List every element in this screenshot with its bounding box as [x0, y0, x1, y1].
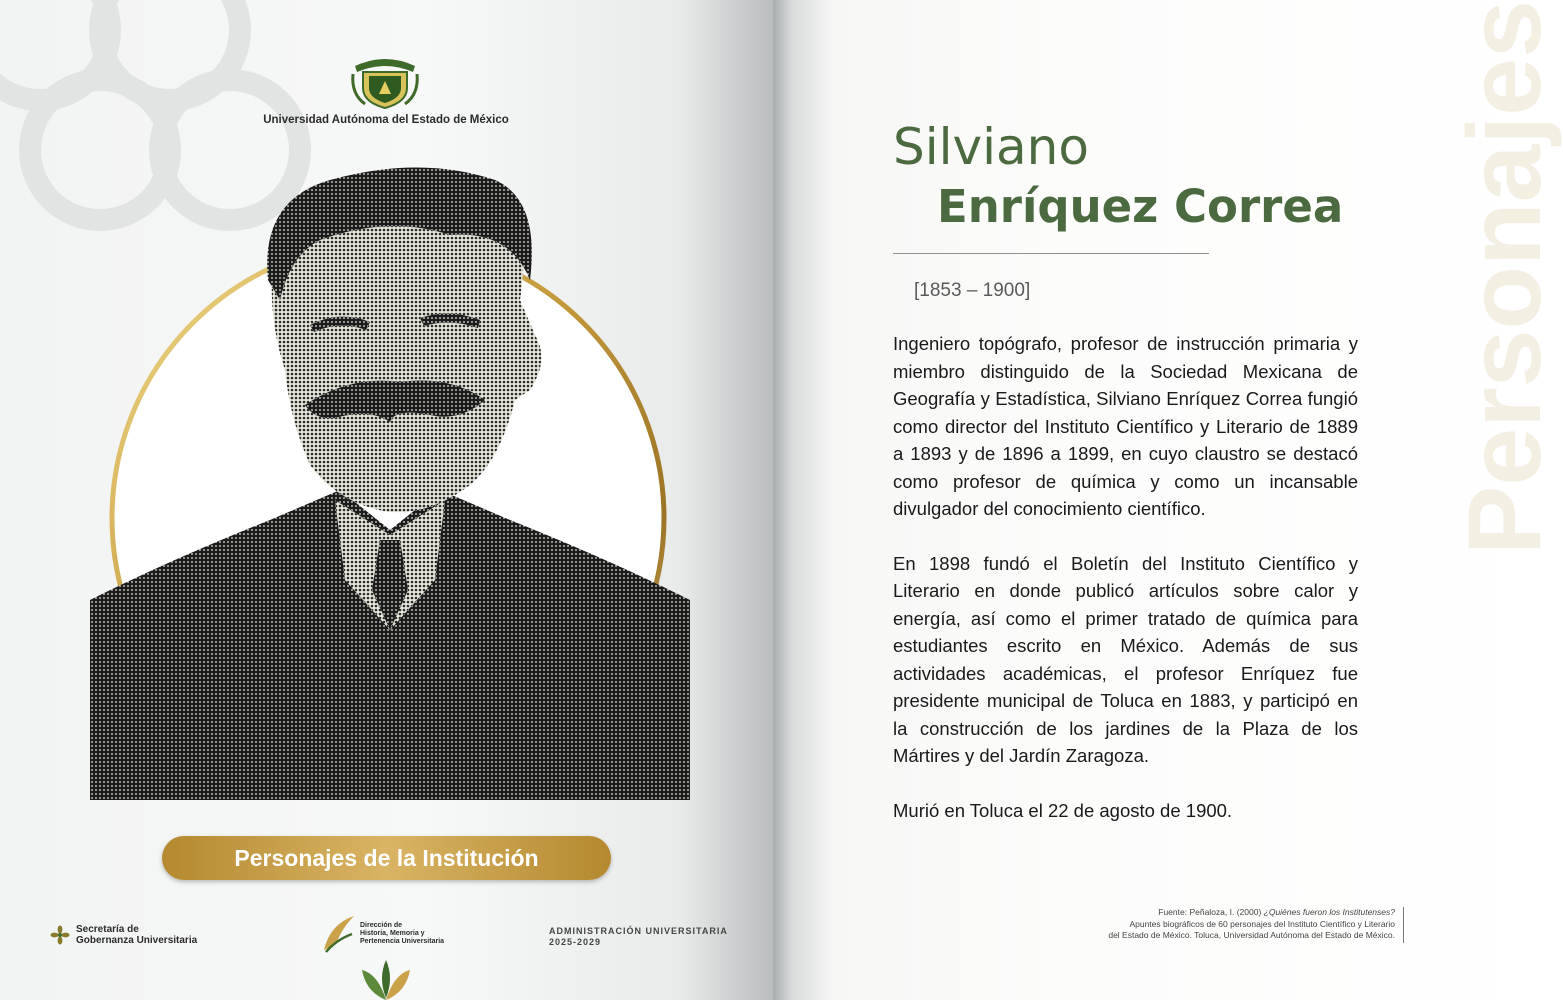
portrait — [90, 160, 690, 800]
direccion-line-3: Pertenencia Universitaria — [360, 938, 445, 945]
bio-paragraph: En 1898 fundó el Boletín del Instituto Científico y Literario en donde publicó artículos sobre calor y energía, así como el primer tratado de química para estudiantes escrito en México. Además de sus actividades académicas, el profesor Enríquez fue presidente municipal de Toluca en 1883, y participó en la construcción de los jardines de la Plaza de los Mártires y del Jardín Zaragoza. — [893, 552, 1358, 766]
bio-paragraph: Ingeniero topógrafo, profesor de instrucción primaria y miembro distinguido de la Sociedad Mexicana de Geografía y Estadística, Silviano Enríquez Correa fungió como director del Instituto Científico y Literario de 1889 a 1893 y de 1896 a 1899, en cuyo claustro se destacó como profesor de química y como un incansable divulgador del conocimiento científico. — [893, 333, 1358, 519]
source-prefix: Fuente: Peñaloza, I. (2000) — [1158, 907, 1264, 917]
footer-administracion — [549, 926, 728, 948]
biography — [893, 330, 1358, 851]
watermark-text: Personajes — [1447, 0, 1563, 555]
bio-paragraph: Murió en Toluca el 22 de agosto de 1900. — [893, 799, 1233, 821]
source-divider — [1403, 907, 1404, 943]
source-line-3: del Estado de México. Toluca, Universidad Autónoma del Estado de México. — [1108, 930, 1395, 940]
left-page — [0, 0, 773, 1000]
first-name: Silviano — [893, 118, 1089, 176]
life-dates: [1853 – 1900] — [914, 280, 1031, 301]
source-line-1 — [1030, 907, 1395, 919]
source-citation — [1030, 907, 1395, 942]
leaf-quill-icon — [322, 914, 356, 954]
footer-secretaria — [50, 924, 197, 946]
direccion-line-1: Dirección de — [360, 922, 403, 929]
title-divider — [893, 253, 1209, 254]
source-title: ¿Quiénes fueron los Institutenses? — [1263, 907, 1395, 917]
uaemex-shield-icon — [349, 50, 421, 110]
leaf-emblem-icon — [348, 958, 424, 1000]
administracion-line-1: ADMINISTRACIÓN UNIVERSITARIA — [549, 926, 728, 936]
secretaria-line-1: Secretaría de — [76, 924, 139, 935]
direccion-line-2: Historia, Memoria y — [360, 930, 425, 937]
secretaria-line-2: Gobernanza Universitaria — [76, 935, 198, 946]
footer-direccion — [322, 914, 444, 954]
flower-icon — [50, 925, 70, 945]
series-title-pill: Personajes de la Institución — [162, 836, 611, 880]
last-name: Enríquez Correa — [937, 180, 1344, 233]
administracion-years: 2025-2029 — [549, 937, 602, 947]
source-line-2: Apuntes biográficos de 60 personajes del Instituto Científico y Literario — [1129, 918, 1395, 929]
university-name: Universidad Autónoma del Estado de México — [263, 114, 509, 126]
